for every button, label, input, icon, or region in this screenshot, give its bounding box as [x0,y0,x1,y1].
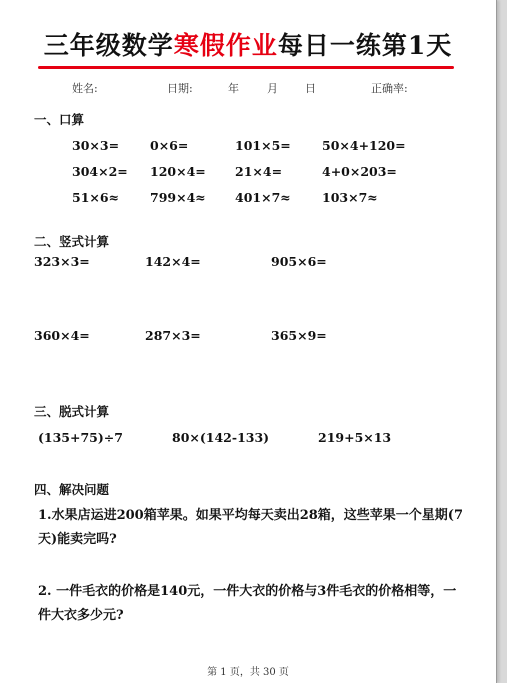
vertical-calc-item: 287×3= [145,328,201,343]
title-part3: 每日一练第1天 [277,31,453,60]
section-4-heading: 四、解决问题 [34,482,110,497]
section-2-heading: 二、竖式计算 [34,234,110,249]
oral-item: 120×4= [150,164,206,179]
title-part2: 寒假作业 [173,31,278,60]
oral-item: 401×7≈ [235,190,291,205]
oral-item: 51×6≈ [72,190,120,205]
name-label: 姓名: [72,82,98,95]
vertical-calc-item: 360×4= [34,328,90,343]
month-label: 月 [267,82,278,95]
section-3-heading: 三、脱式计算 [34,404,110,419]
page-footer: 第 1 页，共 30 页 [207,667,289,678]
title-underline [38,66,454,69]
oral-item: 103×7≈ [322,190,378,205]
title-part1: 三年级数学 [43,31,174,60]
vertical-calc-item: 323×3= [34,254,90,269]
day-label: 日 [305,82,316,95]
problem-1-line-2: 天)能卖完吗? [38,532,117,547]
page-title [0,26,496,62]
oral-item: 101×5= [235,138,291,153]
oral-item: 0×6= [150,138,189,153]
year-label: 年 [228,82,239,95]
oral-item: 30×3= [72,138,120,153]
oral-item: 4+0×203= [322,164,397,179]
stepwise-calc-item: (135+75)÷7 [38,430,123,445]
vertical-calc-item: 905×6= [271,254,327,269]
vertical-calc-item: 142×4= [145,254,201,269]
date-label: 日期: [167,82,193,95]
vertical-calc-item: 365×9= [271,328,327,343]
accuracy-label: 正确率: [371,82,408,95]
oral-item: 304×2= [72,164,128,179]
problem-2-line-2: 件大衣多少元? [38,608,124,623]
oral-item: 799×4≈ [150,190,206,205]
oral-item: 21×4= [235,164,283,179]
section-1-heading: 一、口算 [34,112,85,127]
stepwise-calc-item: 80×(142-133) [172,430,270,445]
problem-2-line-1: 2. 一件毛衣的价格是140元，一件大衣的价格与3件毛衣的价格相等，一 [38,584,457,599]
problem-1-line-1: 1.水果店运进200箱苹果。如果平均每天卖出28箱，这些苹果一个星期(7 [38,508,463,523]
stepwise-calc-item: 219+5×13 [318,430,392,445]
oral-item: 50×4+120= [322,138,406,153]
